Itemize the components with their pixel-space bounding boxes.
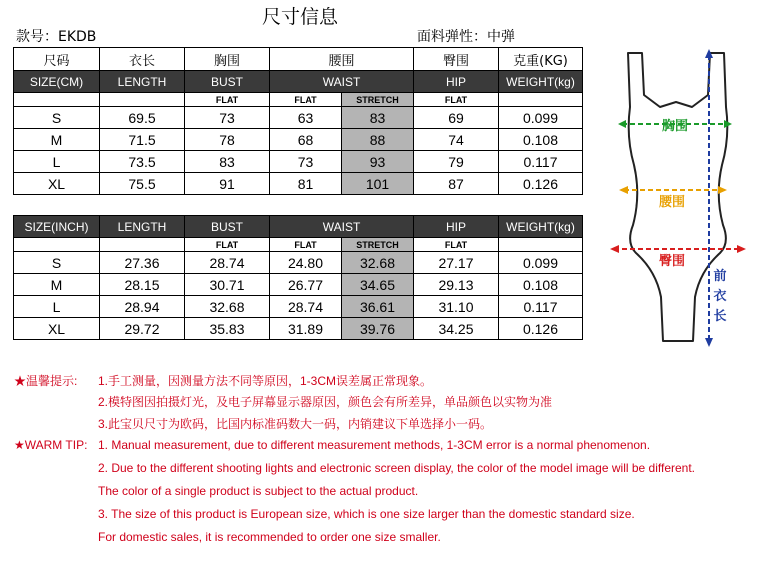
table-row — [14, 318, 583, 340]
cell: 81 — [270, 173, 342, 195]
cell: 28.74 — [185, 252, 270, 274]
sub-header-stretch: STRETCH — [342, 93, 414, 107]
cell-stretch: 32.68 — [342, 252, 414, 274]
cell-stretch: 36.61 — [342, 296, 414, 318]
header-waist: WAIST — [270, 71, 414, 93]
cell-stretch: 83 — [342, 107, 414, 129]
cell: 24.80 — [270, 252, 342, 274]
cell: 87 — [414, 173, 499, 195]
header-bust: BUST — [185, 216, 270, 238]
cell: M — [14, 129, 100, 151]
tips-cn-line: 1.手工测量，因测量方法不同等原因，1-3CM误差属正常现象。 — [98, 374, 433, 388]
cell: 71.5 — [100, 129, 185, 151]
cell: 28.15 — [100, 274, 185, 296]
sub-header: FLAT — [185, 93, 270, 107]
cell: 78 — [185, 129, 270, 151]
cell: 68 — [270, 129, 342, 151]
bust-label: 胸围 — [661, 119, 689, 134]
header-waist: WAIST — [270, 216, 414, 238]
tips-en-line: 3. The size of this product is European size, which is one size larger than the domestic standard size. — [98, 507, 635, 521]
table-row — [14, 129, 583, 151]
cell: 27.17 — [414, 252, 499, 274]
header-bust: BUST — [185, 71, 270, 93]
cell: 0.117 — [499, 296, 583, 318]
sub-header: FLAT — [185, 238, 270, 252]
cell: 73 — [270, 151, 342, 173]
cell: 31.89 — [270, 318, 342, 340]
length-label-1: 前 — [713, 269, 727, 284]
cell: 28.74 — [270, 296, 342, 318]
sub-header — [100, 93, 185, 107]
length-label-2: 衣 — [713, 289, 727, 304]
cn-header-size: 尺码 — [14, 48, 100, 71]
cell: 69 — [414, 107, 499, 129]
cell: 0.099 — [499, 252, 583, 274]
cn-header-waist: 腰围 — [270, 48, 414, 71]
header-size: SIZE(CM) — [14, 71, 100, 93]
sub-header: FLAT — [414, 238, 499, 252]
table-row — [14, 151, 583, 173]
table-row — [14, 173, 583, 195]
cell: S — [14, 252, 100, 274]
sub-header-stretch: STRETCH — [342, 238, 414, 252]
header-length: LENGTH — [100, 71, 185, 93]
cell: L — [14, 296, 100, 318]
cell: 83 — [185, 151, 270, 173]
sub-header-row — [14, 93, 583, 107]
cell: L — [14, 151, 100, 173]
cell: 30.71 — [185, 274, 270, 296]
cell: 26.77 — [270, 274, 342, 296]
cell: 69.5 — [100, 107, 185, 129]
cell-stretch: 101 — [342, 173, 414, 195]
cell: 91 — [185, 173, 270, 195]
cell: 32.68 — [185, 296, 270, 318]
sub-header: FLAT — [270, 238, 342, 252]
cell-stretch: 39.76 — [342, 318, 414, 340]
sub-header: FLAT — [270, 93, 342, 107]
header-weight: WEIGHT(kg) — [499, 216, 583, 238]
cell: 73 — [185, 107, 270, 129]
table-header-row — [14, 71, 583, 93]
cell: 0.108 — [499, 129, 583, 151]
cell: 73.5 — [100, 151, 185, 173]
cell-stretch: 88 — [342, 129, 414, 151]
tips-cn-line: 3.此宝贝尺寸为欧码，比国内标准码数大一码，内销建议下单选择小一码。 — [98, 417, 493, 431]
table-row — [14, 274, 583, 296]
length-label-3: 长 — [713, 309, 727, 324]
cell: 29.72 — [100, 318, 185, 340]
tips-cn-line: 2.模特图因拍摄灯光，及电子屏幕显示器原因，颜色会有所差异，单品颜色以实物为准 — [98, 395, 553, 409]
cell: XL — [14, 173, 100, 195]
cell-stretch: 93 — [342, 151, 414, 173]
cell: XL — [14, 318, 100, 340]
fabric-elasticity: 面料弹性：中弹 — [417, 29, 515, 45]
cn-header-weight: 克重(KG) — [499, 48, 583, 71]
cell: 0.126 — [499, 318, 583, 340]
cell: 63 — [270, 107, 342, 129]
cell: 74 — [414, 129, 499, 151]
cn-header-bust: 胸围 — [185, 48, 270, 71]
tips-en-line: 2. Due to the different shooting lights and electronic screen display, the color of the model image will be different. — [98, 461, 696, 475]
sub-header-row — [14, 238, 583, 252]
page-title: 尺寸信息 — [261, 6, 338, 28]
garment-diagram — [600, 45, 768, 365]
cn-header-length: 衣长 — [100, 48, 185, 71]
size-table-cm — [13, 47, 583, 195]
cell: M — [14, 274, 100, 296]
cell: S — [14, 107, 100, 129]
cell: 75.5 — [100, 173, 185, 195]
table-row — [14, 252, 583, 274]
sub-header — [100, 238, 185, 252]
table-row — [14, 107, 583, 129]
sub-header — [499, 238, 583, 252]
tips-en-line: For domestic sales, it is recommended to order one size smaller. — [98, 530, 441, 544]
cell: 27.36 — [100, 252, 185, 274]
cell: 0.099 — [499, 107, 583, 129]
header-hip: HIP — [414, 216, 499, 238]
cell: 0.108 — [499, 274, 583, 296]
waist-label: 腰围 — [658, 195, 686, 210]
cell: 35.83 — [185, 318, 270, 340]
size-table-inch — [13, 215, 583, 340]
tips-en-label: ★WARM TIP: — [14, 438, 88, 452]
tips-cn-label: ★温馨提示: — [14, 374, 78, 388]
cell: 31.10 — [414, 296, 499, 318]
sub-header: FLAT — [414, 93, 499, 107]
header-weight: WEIGHT(kg) — [499, 71, 583, 93]
sub-header — [499, 93, 583, 107]
hip-label: 臀围 — [658, 254, 686, 269]
style-number: 款号：EKDB — [16, 29, 97, 45]
header-hip: HIP — [414, 71, 499, 93]
cell: 29.13 — [414, 274, 499, 296]
cell: 34.25 — [414, 318, 499, 340]
table-row — [14, 296, 583, 318]
tips-en-line: 1. Manual measurement, due to different measurement methods, 1-3CM error is a normal phenomenon. — [98, 438, 651, 452]
header-size: SIZE(INCH) — [14, 216, 100, 238]
cell: 28.94 — [100, 296, 185, 318]
cell: 0.126 — [499, 173, 583, 195]
tips-en-line: The color of a single product is subject to the actual product. — [98, 484, 419, 498]
cell: 79 — [414, 151, 499, 173]
cell: 0.117 — [499, 151, 583, 173]
sub-header — [14, 238, 100, 252]
cn-header-row — [14, 48, 583, 71]
table-header-row — [14, 216, 583, 238]
header-length: LENGTH — [100, 216, 185, 238]
sub-header — [14, 93, 100, 107]
cell-stretch: 34.65 — [342, 274, 414, 296]
cn-header-hip: 臀围 — [414, 48, 499, 71]
